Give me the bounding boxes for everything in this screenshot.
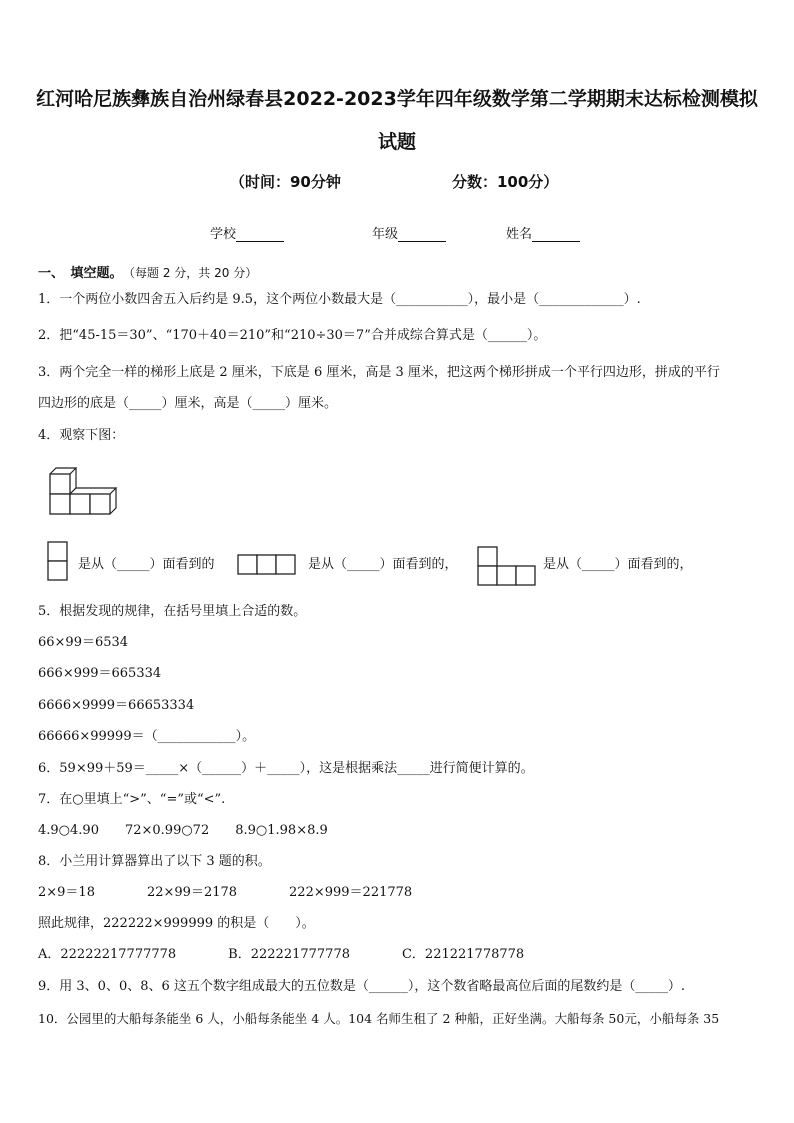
question-8-ask: 照此规律，222222×999999 的积是（ ）。: [38, 916, 315, 931]
exam-score: 分数：100分）: [452, 173, 559, 191]
question-4-view-2: 是从（_____）面看到的，: [308, 557, 458, 572]
name-blank[interactable]: [532, 229, 580, 242]
question-2: 2．把“45-15＝30”、“170＋40＝210”和“210÷30＝7”合并成综合算式是（______）。: [38, 328, 547, 343]
cube-arrangement-figure: [44, 462, 124, 516]
question-8-items: 2×9＝18 22×99＝2178 222×999＝221778: [38, 885, 413, 900]
section-note: （每题 2 分，共 20 分）: [129, 266, 258, 280]
exam-title-line1: 红河哈尼族彝族自治州绿春县2022-2023学年四年级数学第二学期期末达标检测模拟: [36, 88, 758, 110]
question-5: 5．根据发现的规律，在括号里填上合适的数。: [38, 604, 307, 619]
view-figure-row: [236, 553, 300, 577]
section-heading: [38, 265, 257, 282]
name-field[interactable]: [506, 223, 580, 242]
view-figure-l-shape: [476, 545, 538, 587]
question-8: 8．小兰用计算器算出了以下 3 题的积。: [38, 854, 271, 869]
school-blank[interactable]: [236, 229, 284, 242]
question-9: 9．用 3、0、0、8、6 这五个数字组成最大的五位数是（______），这个数省略最高位后面的尾数约是（_____）.: [38, 979, 686, 994]
section-title: 一、 填空题。: [38, 266, 117, 281]
grade-field[interactable]: [372, 223, 446, 242]
question-1: 1．一个两位小数四舍五入后约是 9.5，这个两位小数最大是（___________），最小是（_____________）.: [38, 292, 641, 307]
question-10: 10．公园里的大船每条能坐 6 人，小船每条能坐 4 人。104 名师生租了 2 种船，正好坐满。大船每条 50元，小船每条 35: [38, 1011, 720, 1026]
question-4-view-3: 是从（_____）面看到的，: [543, 557, 693, 572]
question-7-items: 4.9○4.90 72×0.99○72 8.9○1.98×8.9: [38, 823, 328, 838]
view-figure-vertical: [46, 540, 70, 584]
question-8-options: A．22222217777778 B．222221777778 C．221221778778: [38, 947, 525, 962]
question-3-line1: 3．两个完全一样的梯形上底是 2 厘米，下底是 6 厘米，高是 3 厘米，把这两个梯形拼成一个平行四边形，拼成的平行: [38, 365, 720, 380]
exam-title-line2: 试题: [377, 131, 416, 153]
name-label: 姓名: [506, 227, 533, 242]
school-field[interactable]: [210, 223, 284, 242]
grade-blank[interactable]: [398, 229, 446, 242]
exam-time: （时间：90分钟: [230, 173, 341, 191]
question-4: 4．观察下图：: [38, 428, 125, 443]
question-7: 7．在○里填上“>”、“=”或“<”.: [38, 792, 226, 807]
question-5-line3: 6666×9999＝66653334: [38, 698, 195, 713]
school-label: 学校: [210, 227, 237, 242]
grade-label: 年级: [372, 227, 399, 242]
question-5-line1: 66×99＝6534: [38, 635, 129, 650]
question-3-line2: 四边形的底是（_____）厘米，高是（_____）厘米。: [38, 396, 338, 411]
question-6: 6．59×99＋59＝_____×（______）＋_____），这是根据乘法_____进行简便计算的。: [38, 761, 534, 776]
question-4-view-1: 是从（_____）面看到的: [78, 557, 215, 572]
question-5-line2: 666×999＝665334: [38, 666, 162, 681]
question-5-line4: 66666×99999＝（____________）。: [38, 729, 256, 744]
